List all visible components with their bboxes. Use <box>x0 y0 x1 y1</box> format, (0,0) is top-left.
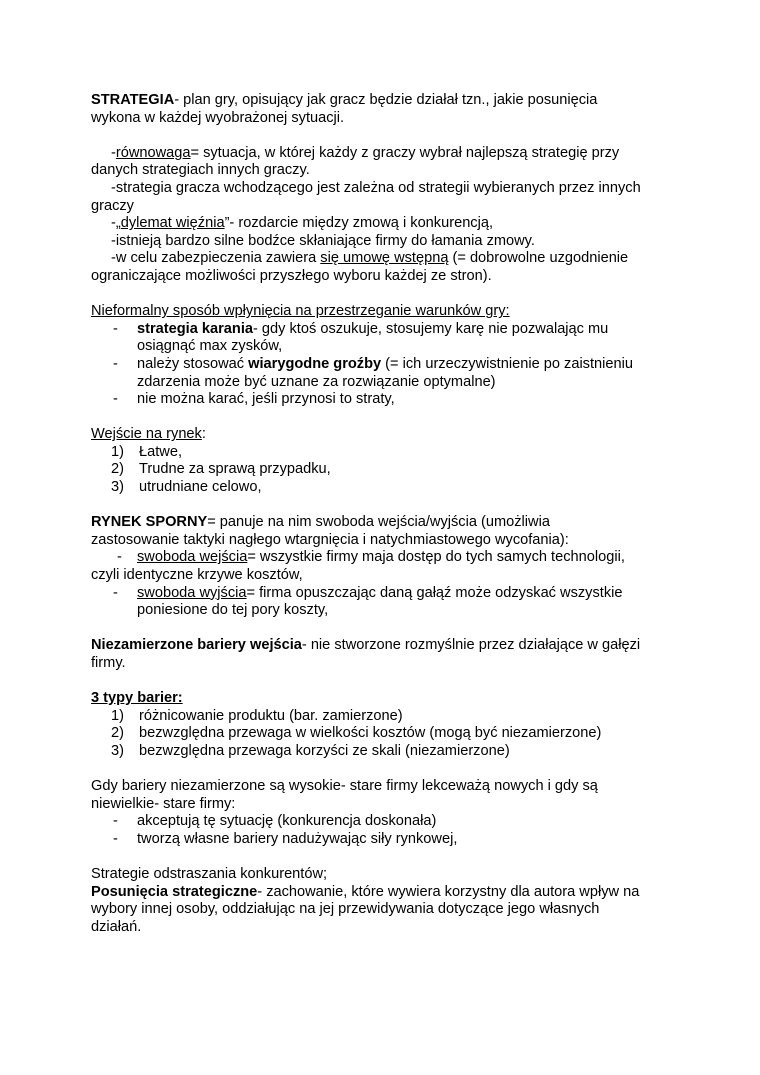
entry-heading: Wejście na rynek: <box>91 426 206 443</box>
strategy-definition: STRATEGIA- plan gry, opisujący jak gracz będzie działał tzn., jakie posunięcia <box>91 92 598 108</box>
contract-term: się umowę wstępną <box>320 250 449 267</box>
incentive-line: -istnieją bardzo silne bodźce skłaniające firmy do łamania zmowy. <box>111 232 535 249</box>
entrant-cont: graczy <box>91 197 134 214</box>
barrier-types-heading: 3 typy barier: <box>91 690 183 707</box>
list-item: 3) bezwzględna przewaga korzyści ze skali (niezamierzone) <box>111 742 510 759</box>
list-item: - nie można karać, jeśli przynosi to straty, <box>113 391 395 408</box>
list-item: - tworzą własne bariery nadużywając siły rynkowej, <box>113 830 458 847</box>
list-item: 1) różnicowanie produktu (bar. zamierzone) <box>111 707 403 724</box>
equilibrium-term: równowaga <box>115 144 191 161</box>
unintended-barriers-cont: firmy. <box>91 655 126 671</box>
barriers-high-low: Gdy bariery niezamierzone są wysokie- stare firmy lekceważą nowych i gdy są <box>91 778 598 795</box>
list-item: 3) utrudniane celowo, <box>111 479 262 496</box>
contestable-market-cont: zastosowanie taktyki nagłego wtargnięcia i natychmiastowego wycofania): <box>91 531 569 548</box>
dilemma-line: -„dylemat więźnia”- rozdarcie między zmową i konkurencją, <box>111 215 494 232</box>
contract-cont: ograniczające możliwości przyszłego wyboru każdej ze stron). <box>91 267 492 284</box>
list-item: 1) Łatwe, <box>111 443 182 460</box>
contract-line: -w celu zabezpieczenia zawiera się umowę wstępną (= dobrowolne uzgodnienie <box>111 250 629 267</box>
equilibrium-cont: danych strategiach innych graczy. <box>91 162 310 179</box>
equilibrium-line: -równowaga= sytuacja, w której każdy z graczy wybrał najlepszą strategię przy <box>111 144 620 161</box>
dilemma-term: dylemat więźnia <box>120 215 225 232</box>
strategic-moves-cont: wybory innej osoby, oddziałując na jej przewidywania dotyczące jego własnych <box>91 901 600 918</box>
list-item: - akceptują tę sytuację (konkurencja doskonała) <box>113 813 437 830</box>
informal-heading: Nieformalny sposób wpłynięcia na przestrzeganie warunków gry: <box>91 303 510 320</box>
barriers-high-low-cont: niewielkie- stare firmy: <box>91 795 236 812</box>
document-page <box>91 92 681 937</box>
list-item: 2) Trudne za sprawą przypadku, <box>111 461 331 478</box>
strategy-term: STRATEGIA <box>91 92 175 108</box>
list-item: - swoboda wyjścia= firma opuszczając daną gałąź może odzyskać wszystkie poniesione do tej pory koszty, <box>113 584 623 619</box>
strategic-moves: Posunięcia strategiczne- zachowanie, które wywiera korzystny dla autora wpływ na <box>91 883 640 900</box>
unintended-barriers: Niezamierzone bariery wejścia- nie stworzone rozmyślnie przez działające w gałęzi <box>91 637 641 654</box>
deterrence-line: Strategie odstraszania konkurentów; <box>91 866 328 883</box>
contestable-market: RYNEK SPORNY= panuje na nim swoboda wejścia/wyjścia (umożliwia <box>91 514 550 531</box>
strategic-moves-cont2: działań. <box>91 918 142 935</box>
strategy-definition-cont: wykona w każdej wyobrażonej sytuacji. <box>91 109 345 126</box>
list-item: - należy stosować wiarygodne groźby (= ich urzeczywistnienie po zaistnieniu zdarzenia może być uznane za rozwiązanie optymalne) <box>113 355 633 390</box>
entrant-line: -strategia gracza wchodzącego jest zależna od strategii wybieranych przez innych <box>111 179 641 196</box>
list-item: - swoboda wejścia= wszystkie firmy maja dostęp do tych samych technologii, <box>117 549 625 566</box>
entry-freedom-cont: czyli identyczne krzywe kosztów, <box>91 567 303 584</box>
list-item: 2) bezwzględna przewaga w wielkości kosztów (mogą być niezamierzone) <box>111 725 602 742</box>
list-item: - strategia karania- gdy ktoś oszukuje, stosujemy karę nie pozwalając mu osiągnąć max zysków, <box>113 320 609 355</box>
